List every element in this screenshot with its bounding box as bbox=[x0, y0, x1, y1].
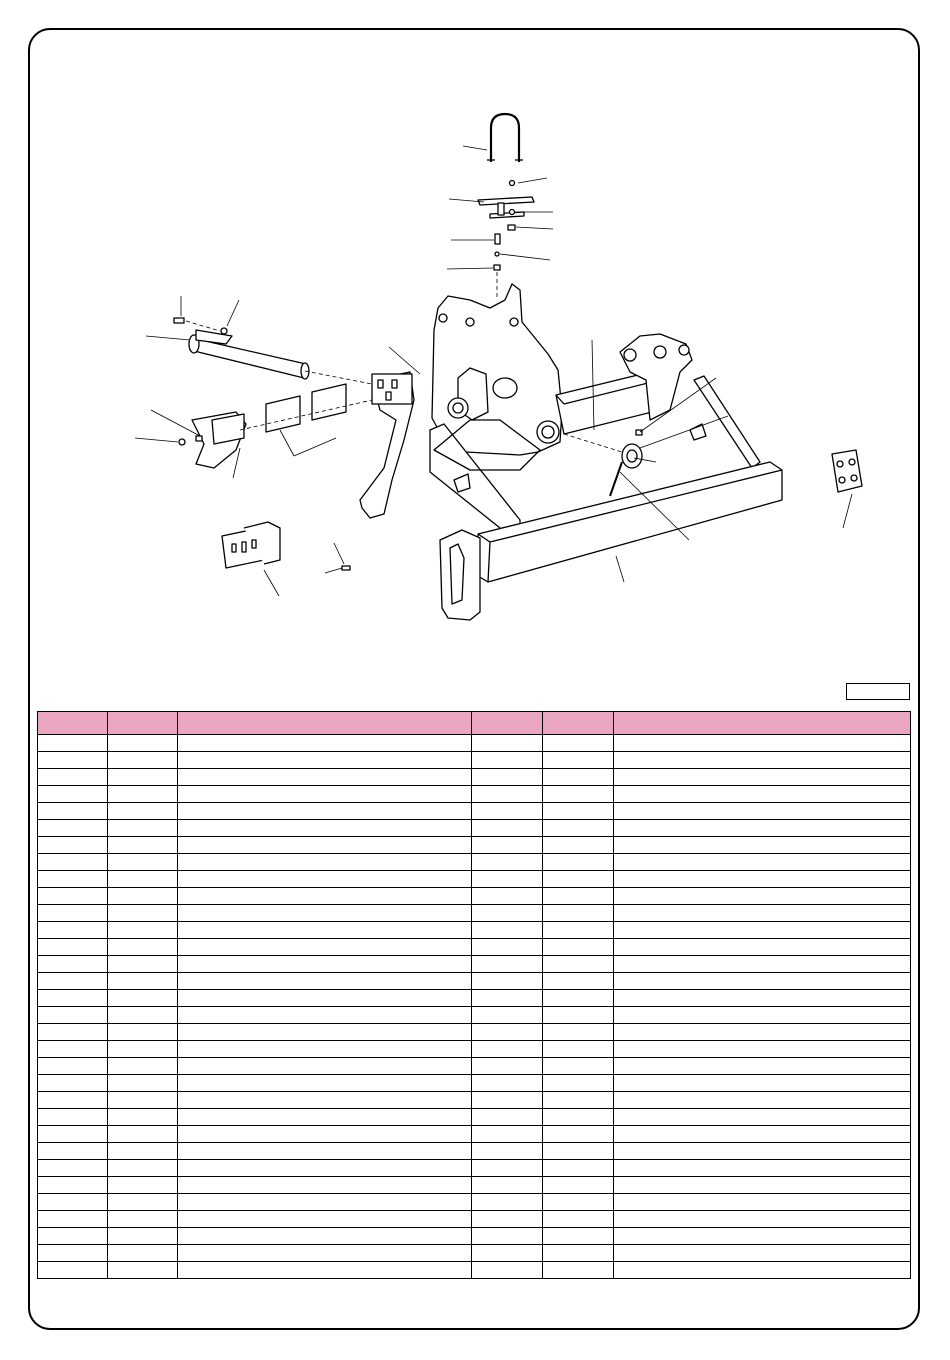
table-row bbox=[38, 752, 911, 769]
table-cell bbox=[543, 1024, 614, 1041]
table-cell bbox=[38, 990, 108, 1007]
table-cell bbox=[543, 854, 614, 871]
parts-table-body bbox=[38, 735, 911, 1279]
table-cell bbox=[38, 735, 108, 752]
table-cell bbox=[543, 1177, 614, 1194]
table-cell bbox=[178, 1041, 472, 1058]
table-cell bbox=[472, 1177, 543, 1194]
table-cell bbox=[614, 1160, 911, 1177]
table-cell bbox=[614, 905, 911, 922]
table-row bbox=[38, 1024, 911, 1041]
clamp-plate bbox=[478, 197, 534, 218]
table-cell bbox=[178, 973, 472, 990]
table-row bbox=[38, 871, 911, 888]
table-cell bbox=[543, 1126, 614, 1143]
main-mast bbox=[432, 284, 562, 455]
table-cell bbox=[178, 1262, 472, 1279]
table-cell bbox=[472, 1024, 543, 1041]
table-cell bbox=[38, 1143, 108, 1160]
table-cell bbox=[472, 1245, 543, 1262]
table-cell bbox=[472, 1092, 543, 1109]
table-cell bbox=[108, 1075, 178, 1092]
parts-table bbox=[37, 711, 911, 1279]
table-cell bbox=[472, 1143, 543, 1160]
table-cell bbox=[178, 871, 472, 888]
table-cell bbox=[472, 735, 543, 752]
table-cell bbox=[108, 1194, 178, 1211]
table-row bbox=[38, 1092, 911, 1109]
table-cell bbox=[38, 922, 108, 939]
table-cell bbox=[178, 820, 472, 837]
table-cell bbox=[108, 973, 178, 990]
table-cell bbox=[108, 939, 178, 956]
table-cell bbox=[472, 786, 543, 803]
table-cell bbox=[108, 905, 178, 922]
table-cell bbox=[108, 956, 178, 973]
table-cell bbox=[614, 854, 911, 871]
table-cell bbox=[108, 752, 178, 769]
table-cell bbox=[543, 1245, 614, 1262]
table-cell bbox=[472, 1041, 543, 1058]
table-cell bbox=[614, 1092, 911, 1109]
table-cell bbox=[543, 769, 614, 786]
table-cell bbox=[108, 820, 178, 837]
table-cell bbox=[543, 1160, 614, 1177]
table-row bbox=[38, 1041, 911, 1058]
parts-table-header bbox=[38, 712, 911, 735]
table-row bbox=[38, 803, 911, 820]
table-cell bbox=[38, 1245, 108, 1262]
table-cell bbox=[614, 871, 911, 888]
table-row bbox=[38, 1075, 911, 1092]
table-row bbox=[38, 1007, 911, 1024]
table-cell bbox=[543, 922, 614, 939]
table-cell bbox=[543, 1228, 614, 1245]
table-cell bbox=[614, 1024, 911, 1041]
table-cell bbox=[38, 956, 108, 973]
header-cell bbox=[472, 712, 543, 735]
u-bolt bbox=[487, 114, 523, 162]
table-cell bbox=[543, 905, 614, 922]
table-cell bbox=[38, 1126, 108, 1143]
table-cell bbox=[108, 871, 178, 888]
table-cell bbox=[38, 803, 108, 820]
table-cell bbox=[472, 1126, 543, 1143]
table-cell bbox=[108, 837, 178, 854]
table-cell bbox=[38, 854, 108, 871]
table-cell bbox=[614, 1177, 911, 1194]
table-cell bbox=[108, 735, 178, 752]
table-cell bbox=[472, 1160, 543, 1177]
table-cell bbox=[108, 1024, 178, 1041]
table-cell bbox=[108, 1126, 178, 1143]
table-row bbox=[38, 1160, 911, 1177]
table-cell bbox=[614, 1058, 911, 1075]
table-cell bbox=[178, 1109, 472, 1126]
table-cell bbox=[108, 769, 178, 786]
table-row bbox=[38, 1143, 911, 1160]
table-cell bbox=[472, 973, 543, 990]
table-cell bbox=[472, 990, 543, 1007]
table-cell bbox=[108, 922, 178, 939]
header-cell bbox=[38, 712, 108, 735]
table-row bbox=[38, 820, 911, 837]
leveling-bar bbox=[478, 462, 782, 582]
table-cell bbox=[543, 1092, 614, 1109]
table-cell bbox=[178, 752, 472, 769]
table-cell bbox=[178, 1211, 472, 1228]
table-cell bbox=[543, 752, 614, 769]
table-cell bbox=[178, 1024, 472, 1041]
table-cell bbox=[472, 905, 543, 922]
table-cell bbox=[108, 1262, 178, 1279]
table-cell bbox=[614, 990, 911, 1007]
table-cell bbox=[472, 854, 543, 871]
table-cell bbox=[543, 820, 614, 837]
table-cell bbox=[38, 939, 108, 956]
table-cell bbox=[614, 786, 911, 803]
table-row bbox=[38, 769, 911, 786]
table-row bbox=[38, 973, 911, 990]
table-cell bbox=[543, 871, 614, 888]
table-cell bbox=[108, 1058, 178, 1075]
table-cell bbox=[178, 854, 472, 871]
table-cell bbox=[178, 735, 472, 752]
table-cell bbox=[614, 1109, 911, 1126]
header-cell bbox=[178, 712, 472, 735]
table-cell bbox=[178, 1058, 472, 1075]
table-cell bbox=[543, 837, 614, 854]
table-cell bbox=[614, 769, 911, 786]
table-cell bbox=[38, 820, 108, 837]
axle-tube bbox=[189, 330, 309, 379]
cross-beam bbox=[556, 372, 660, 434]
table-cell bbox=[543, 786, 614, 803]
table-cell bbox=[38, 1177, 108, 1194]
table-cell bbox=[472, 752, 543, 769]
table-cell bbox=[614, 1143, 911, 1160]
table-cell bbox=[614, 803, 911, 820]
table-cell bbox=[108, 1007, 178, 1024]
table-row bbox=[38, 939, 911, 956]
table-cell bbox=[178, 1177, 472, 1194]
table-cell bbox=[38, 1228, 108, 1245]
table-cell bbox=[472, 956, 543, 973]
table-row bbox=[38, 1262, 911, 1279]
bearing bbox=[610, 430, 642, 496]
table-cell bbox=[178, 786, 472, 803]
table-cell bbox=[178, 905, 472, 922]
table-cell bbox=[543, 973, 614, 990]
table-cell bbox=[38, 1075, 108, 1092]
table-cell bbox=[38, 1262, 108, 1279]
table-cell bbox=[38, 871, 108, 888]
table-cell bbox=[108, 1245, 178, 1262]
table-cell bbox=[178, 1194, 472, 1211]
table-row bbox=[38, 1194, 911, 1211]
table-row bbox=[38, 922, 911, 939]
table-cell bbox=[38, 1058, 108, 1075]
table-cell bbox=[472, 803, 543, 820]
table-cell bbox=[614, 1075, 911, 1092]
table-cell bbox=[178, 956, 472, 973]
header-cell bbox=[614, 712, 911, 735]
table-cell bbox=[614, 1245, 911, 1262]
table-cell bbox=[614, 1262, 911, 1279]
table-cell bbox=[178, 837, 472, 854]
table-cell bbox=[614, 956, 911, 973]
table-row bbox=[38, 888, 911, 905]
table-cell bbox=[614, 752, 911, 769]
table-row bbox=[38, 990, 911, 1007]
table-cell bbox=[178, 1126, 472, 1143]
table-cell bbox=[614, 1041, 911, 1058]
table-cell bbox=[543, 1262, 614, 1279]
header-cell bbox=[543, 712, 614, 735]
hardware-stack bbox=[494, 181, 515, 271]
table-cell bbox=[108, 1092, 178, 1109]
table-row bbox=[38, 1228, 911, 1245]
table-cell bbox=[178, 888, 472, 905]
table-cell bbox=[614, 973, 911, 990]
table-cell bbox=[543, 888, 614, 905]
table-cell bbox=[38, 1160, 108, 1177]
table-cell bbox=[38, 786, 108, 803]
shank bbox=[360, 372, 414, 518]
table-cell bbox=[543, 1041, 614, 1058]
table-cell bbox=[472, 1109, 543, 1126]
table-cell bbox=[472, 939, 543, 956]
table-cell bbox=[178, 922, 472, 939]
table-cell bbox=[178, 1075, 472, 1092]
table-cell bbox=[108, 1228, 178, 1245]
table-cell bbox=[108, 1143, 178, 1160]
table-cell bbox=[38, 1109, 108, 1126]
table-cell bbox=[472, 922, 543, 939]
table-cell bbox=[178, 1143, 472, 1160]
table-cell bbox=[38, 752, 108, 769]
table-cell bbox=[543, 1211, 614, 1228]
table-row bbox=[38, 1109, 911, 1126]
table-cell bbox=[472, 1211, 543, 1228]
table-cell bbox=[614, 888, 911, 905]
table-cell bbox=[614, 837, 911, 854]
table-cell bbox=[614, 735, 911, 752]
table-cell bbox=[472, 769, 543, 786]
table-cell bbox=[108, 786, 178, 803]
table-cell bbox=[543, 1075, 614, 1092]
table-cell bbox=[178, 990, 472, 1007]
table-cell bbox=[38, 905, 108, 922]
table-cell bbox=[108, 1041, 178, 1058]
table-row bbox=[38, 1211, 911, 1228]
table-cell bbox=[472, 871, 543, 888]
end-runner bbox=[440, 530, 480, 620]
table-cell bbox=[38, 1194, 108, 1211]
table-cell bbox=[614, 820, 911, 837]
table-cell bbox=[178, 1007, 472, 1024]
table-cell bbox=[38, 973, 108, 990]
table-cell bbox=[614, 1007, 911, 1024]
table-cell bbox=[614, 922, 911, 939]
table-cell bbox=[178, 769, 472, 786]
table-cell bbox=[38, 1007, 108, 1024]
table-cell bbox=[178, 1245, 472, 1262]
table-cell bbox=[178, 803, 472, 820]
table-cell bbox=[38, 837, 108, 854]
table-cell bbox=[472, 1194, 543, 1211]
small-bolt bbox=[342, 566, 350, 570]
table-cell bbox=[38, 1024, 108, 1041]
table-cell bbox=[38, 1092, 108, 1109]
table-cell bbox=[614, 1211, 911, 1228]
table-cell bbox=[108, 1211, 178, 1228]
spacer-plates bbox=[266, 384, 346, 432]
header-cell bbox=[108, 712, 178, 735]
table-cell bbox=[178, 1160, 472, 1177]
table-cell bbox=[472, 820, 543, 837]
table-cell bbox=[108, 854, 178, 871]
table-row bbox=[38, 1177, 911, 1194]
table-row bbox=[38, 956, 911, 973]
table-cell bbox=[108, 803, 178, 820]
table-cell bbox=[178, 939, 472, 956]
tine-holder bbox=[179, 412, 246, 468]
clamp-bracket bbox=[222, 522, 280, 568]
table-row bbox=[38, 1126, 911, 1143]
table-row bbox=[38, 786, 911, 803]
table-cell bbox=[543, 1007, 614, 1024]
table-cell bbox=[543, 1143, 614, 1160]
table-cell bbox=[543, 1058, 614, 1075]
table-cell bbox=[38, 769, 108, 786]
table-row bbox=[38, 854, 911, 871]
table-cell bbox=[472, 1075, 543, 1092]
table-cell bbox=[38, 888, 108, 905]
table-row bbox=[38, 1058, 911, 1075]
table-cell bbox=[108, 888, 178, 905]
table-cell bbox=[543, 1109, 614, 1126]
table-cell bbox=[543, 939, 614, 956]
table-row bbox=[38, 905, 911, 922]
table-cell bbox=[38, 1041, 108, 1058]
table-cell bbox=[614, 939, 911, 956]
table-cell bbox=[108, 1177, 178, 1194]
table-row bbox=[38, 735, 911, 752]
table-cell bbox=[543, 990, 614, 1007]
table-cell bbox=[108, 1160, 178, 1177]
table-cell bbox=[472, 1262, 543, 1279]
mounting-plate bbox=[832, 450, 862, 492]
table-cell bbox=[472, 837, 543, 854]
table-cell bbox=[178, 1092, 472, 1109]
table-cell bbox=[472, 1007, 543, 1024]
table-cell bbox=[472, 888, 543, 905]
table-cell bbox=[614, 1228, 911, 1245]
table-cell bbox=[543, 956, 614, 973]
table-cell bbox=[38, 1211, 108, 1228]
table-cell bbox=[543, 1194, 614, 1211]
drawing-reference-box bbox=[846, 683, 910, 700]
table-cell bbox=[472, 1058, 543, 1075]
table-cell bbox=[543, 735, 614, 752]
table-cell bbox=[614, 1194, 911, 1211]
table-cell bbox=[108, 990, 178, 1007]
table-cell bbox=[614, 1126, 911, 1143]
table-row bbox=[38, 1245, 911, 1262]
table-cell bbox=[543, 803, 614, 820]
table-cell bbox=[472, 1228, 543, 1245]
table-cell bbox=[108, 1109, 178, 1126]
table-row bbox=[38, 837, 911, 854]
table-cell bbox=[178, 1228, 472, 1245]
